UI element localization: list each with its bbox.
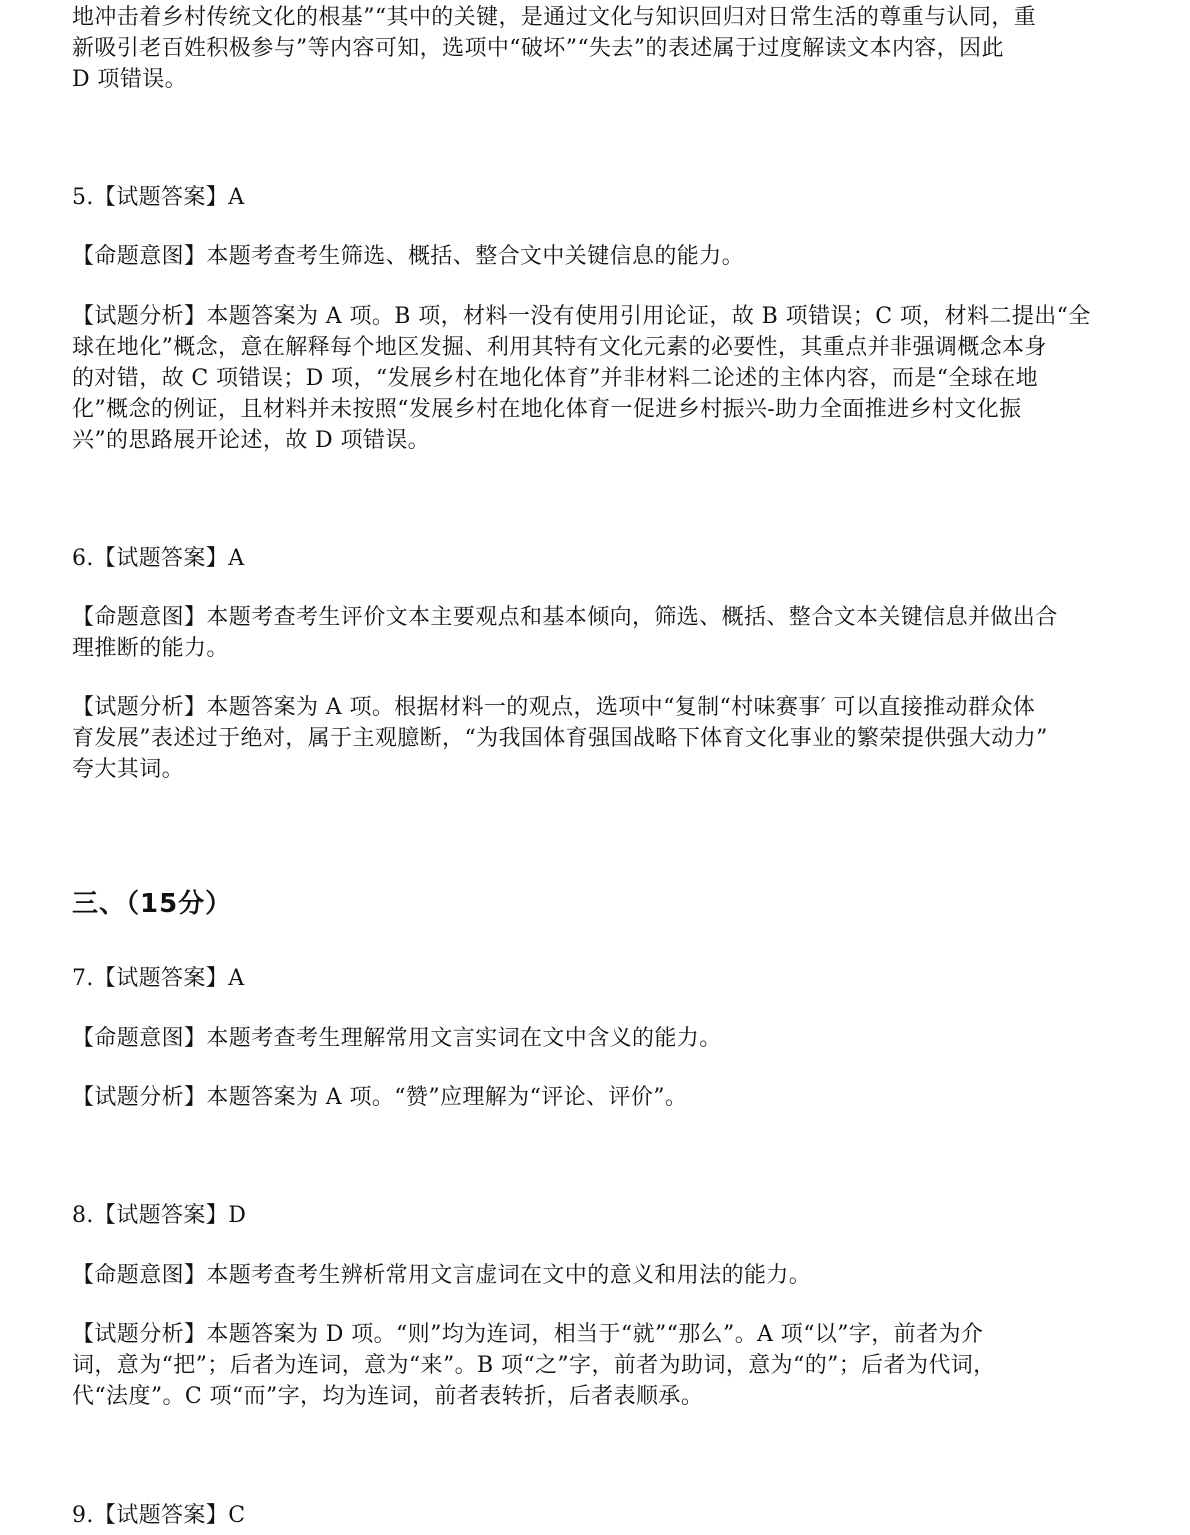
text-line: 【试题分析】本题答案为 A 项。根据材料一的观点，选项中“复制“村味赛事′ 可以直接推动群众体 bbox=[72, 695, 1036, 720]
answer-line: 9.【试题答案】C bbox=[72, 1503, 246, 1528]
text-line: 兴”的思路展开论述，故 D 项错误。 bbox=[72, 428, 431, 453]
text-line: 育发展”表述过于绝对，属于主观臆断，“为我国体育强国战略下体育文化事业的繁荣提供强大动力” bbox=[72, 726, 1048, 751]
answer-line: 8.【试题答案】D bbox=[72, 1203, 247, 1228]
answer-line: 7.【试题答案】A bbox=[72, 966, 245, 991]
text-line: 词，意为“把”；后者为连词，意为“来”。B 项“之”字，前者为助词，意为“的”；后者为代词， bbox=[72, 1353, 996, 1378]
text-line: 【命题意图】本题考查考生评价文本主要观点和基本倾向，筛选、概括、整合文本关键信息并做出合 bbox=[72, 605, 1058, 630]
q5-analysis bbox=[72, 301, 1122, 456]
text-line: 的对错，故 C 项错误；D 项，“发展乡村在地化体育”并非材料二论述的主体内容，而是“全球在地 bbox=[72, 366, 1038, 391]
q6-answer bbox=[72, 543, 1122, 574]
q4-analysis-continuation bbox=[72, 2, 1122, 95]
text-line: 【试题分析】本题答案为 A 项。B 项，材料一没有使用引用论证，故 B 项错误；C 项，材料二提出“全 bbox=[72, 304, 1091, 329]
q8-answer bbox=[72, 1200, 1122, 1231]
q5-intent bbox=[72, 241, 1122, 272]
q6-intent bbox=[72, 602, 1122, 664]
q7-intent bbox=[72, 1023, 1122, 1054]
text-line: 新吸引老百姓积极参与”等内容可知，选项中“破坏”“失去”的表述属于过度解读文本内容，因此 bbox=[72, 36, 1004, 61]
q7-analysis bbox=[72, 1082, 1122, 1113]
intent-line: 【命题意图】本题考查考生理解常用文言实词在文中含义的能力。 bbox=[72, 1026, 722, 1051]
q8-intent bbox=[72, 1260, 1122, 1291]
text-line: 夸大其词。 bbox=[72, 757, 185, 782]
q8-analysis bbox=[72, 1319, 1122, 1412]
q9-answer bbox=[72, 1500, 1122, 1531]
intent-line: 【命题意图】本题考查考生筛选、概括、整合文中关键信息的能力。 bbox=[72, 244, 745, 269]
answer-line: 5.【试题答案】A bbox=[72, 185, 245, 210]
text-line: 地冲击着乡村传统文化的根基”“其中的关键，是通过文化与知识回归对日常生活的尊重与认同，重 bbox=[72, 5, 1037, 30]
text-line: D 项错误。 bbox=[72, 67, 188, 92]
intent-line: 【命题意图】本题考查考生辨析常用文言虚词在文中的意义和用法的能力。 bbox=[72, 1263, 812, 1288]
text-line: 理推断的能力。 bbox=[72, 636, 229, 661]
q5-answer bbox=[72, 182, 1122, 213]
analysis-line: 【试题分析】本题答案为 A 项。“赞”应理解为“评论、评价”。 bbox=[72, 1085, 688, 1110]
answer-line: 6.【试题答案】A bbox=[72, 546, 245, 571]
q7-answer bbox=[72, 963, 1122, 994]
text-line: 化”概念的例证，且材料并未按照“发展乡村在地化体育一促进乡村振兴-助力全面推进乡村文化振 bbox=[72, 397, 1022, 422]
q6-analysis bbox=[72, 692, 1122, 785]
text-line: 【试题分析】本题答案为 D 项。“则”均为连词，相当于“就”“那么”。A 项“以”字，前者为介 bbox=[72, 1322, 984, 1347]
text-line: 球在地化”概念，意在解释每个地区发掘、利用其特有文化元素的必要性，其重点并非强调概念本身 bbox=[72, 335, 1047, 360]
text-line: 代“法度”。C 项“而”字，均为连词，前者表转折，后者表顺承。 bbox=[72, 1384, 704, 1409]
section-heading: 三、（15分） bbox=[72, 889, 233, 919]
